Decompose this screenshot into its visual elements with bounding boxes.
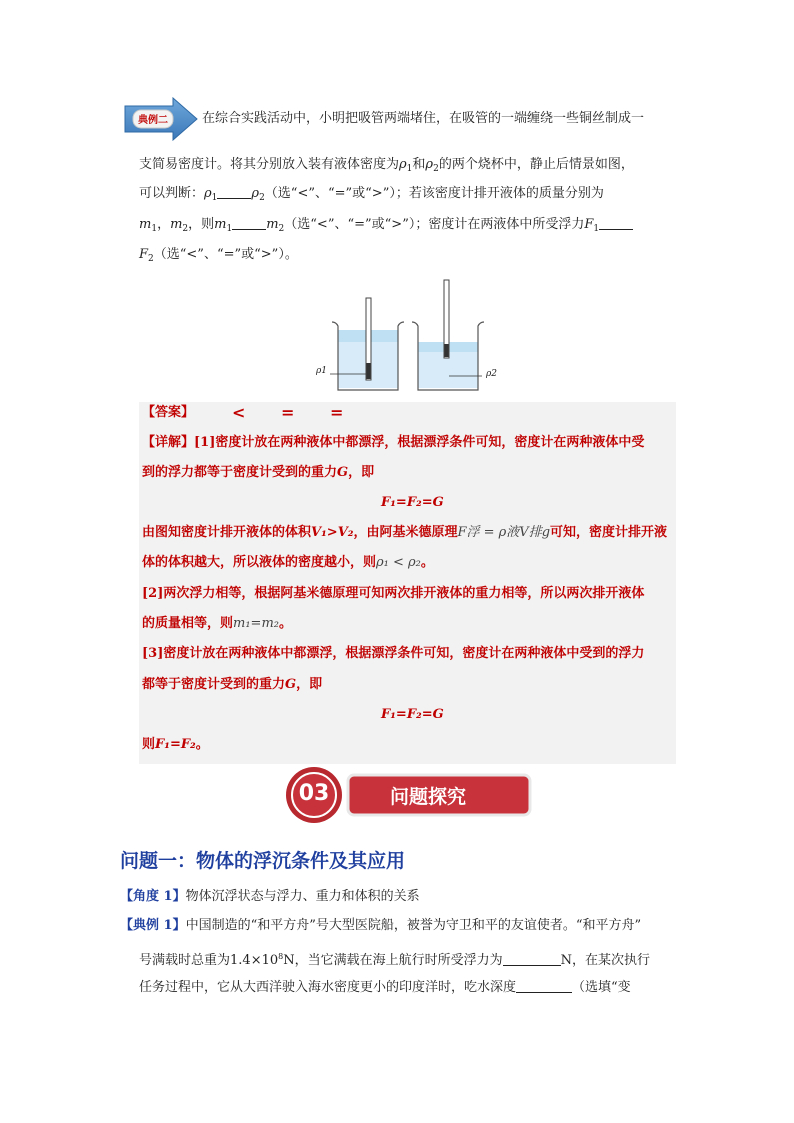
example2-line2: 支简易密度计。将其分别放入装有液体密度为$\rho_1$和$\rho_2$的两个烧杯中，静止后情景如图， [139,157,634,174]
blank-3[interactable] [599,217,633,230]
answer-value-3: = [330,403,344,422]
section-title: 问题探究 [390,786,467,808]
detail-line-6: 的质量相等，则m₁=m₂。 [142,616,293,631]
right-beaker [412,280,484,390]
example-tag-label: 典例二 [138,115,168,126]
example-tag [123,97,199,141]
figure-rho1-label: ρ1 [316,366,328,376]
example1-line3: 任务过程中，它从大西洋驶入海水密度更小的印度洋时，吃水深度 （选填“变 [139,980,631,995]
answer-value-1: < [232,403,246,422]
example2-line3: 可以判断：$\rho_1$ $\rho_2$（选“<”、“=”或“>”）；若该密度计排开液体的质量分别为 [139,186,604,203]
detail-line-1: 【详解】[1]密度计放在两种液体中都漂浮，根据漂浮条件可知，密度计在两种液体中受 [142,435,645,450]
blank-4[interactable] [503,953,561,966]
equation-1: F₁=F₂=G [381,495,444,510]
example2-line5: $F_2$（选“<”、“=”或“>”）。 [139,247,298,264]
detail-line-8: 都等于密度计受到的重力G，即 [142,677,323,692]
question1-heading: 问题一：物体的浮沉条件及其应用 [120,850,406,872]
blank-2[interactable] [232,217,266,230]
blank-5[interactable] [516,980,572,993]
example2-line4: $m_1$，$m_2$，则$m_1$ $m_2$（选“<”、“=”或“>”）；密度计在两液体中所受浮力$F_1$ [139,216,633,238]
detail-line-2: 到的浮力都等于密度计受到的重力G，即 [142,465,375,480]
detail-line-5: [2]两次浮力相等，根据阿基米德原理可知两次排开液体的重力相等，所以两次排开液体 [142,586,645,601]
angle-line: 【角度 1】物体沉浮状态与浮力、重力和体积的关系 [120,889,420,904]
example1-line2: 号满载时总重为$1.4\times 10^8N$，当它满载在海上航行时所受浮力为 N，在某次执行 [139,952,650,968]
left-beaker [330,298,404,390]
example2-line1: 在综合实践活动中，小明把吸管两端堵住，在吸管的一端缠绕一些铜丝制成一 [202,111,645,126]
section-banner [286,766,532,826]
section-number: 03 [298,781,330,806]
detail-line-3: 由图知密度计排开液体的体积V₁>V₂，由阿基米德原理F浮 = ρ液V排g可知，密度计排开液 [142,525,668,540]
example1-line1: 【典例 1】中国制造的“和平方舟”号大型医院船，被誉为守卫和平的友谊使者。“和平方舟” [120,918,642,933]
beakers-figure [310,278,510,396]
answer-value-2: = [281,403,295,422]
answer-row: 【答案】 [142,405,195,420]
detail-line-7: [3]密度计放在两种液体中都漂浮，根据漂浮条件可知，密度计在两种液体中受到的浮力 [142,646,645,661]
equation-2: F₁=F₂=G [381,707,444,722]
detail-line-9: 则F₁=F₂。 [142,737,209,752]
blank-1[interactable] [217,186,251,199]
detail-line-4: 体的体积越大，所以液体的密度越小，则ρ₁ < ρ₂。 [142,555,434,570]
figure-rho2-label: ρ2 [486,369,498,379]
